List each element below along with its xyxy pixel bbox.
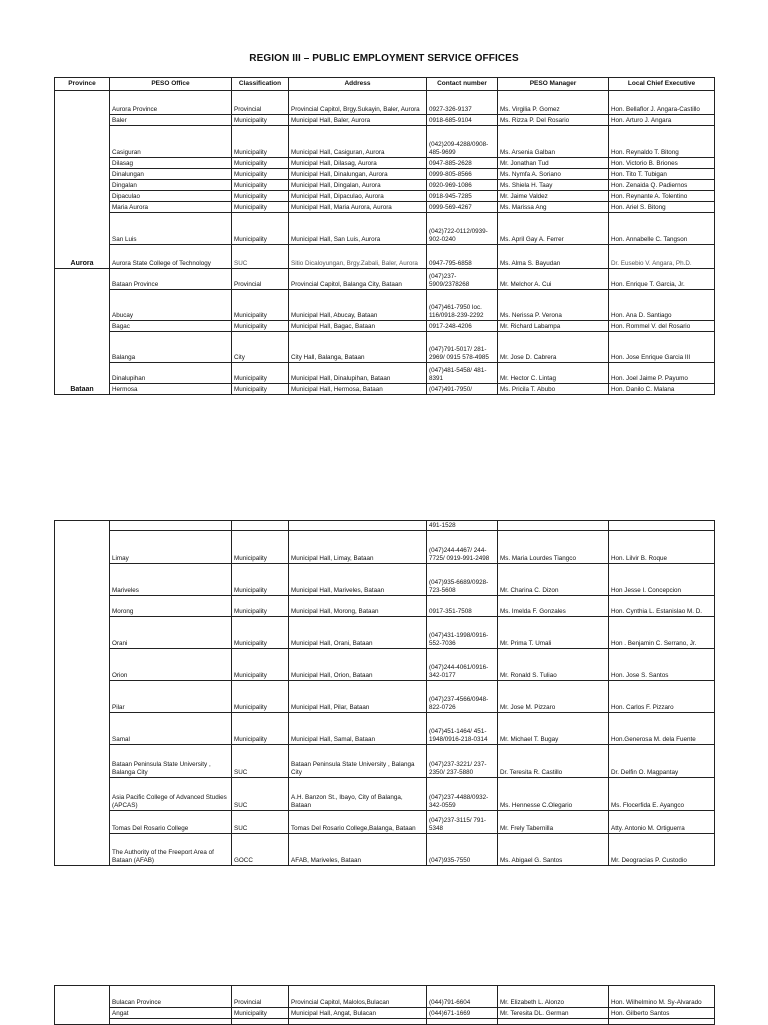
lce-cell: Hon. Enrique T. Garcia, Jr. <box>609 269 715 290</box>
manager-cell: Mr. Teresita DL. German <box>498 1008 609 1019</box>
classification-cell: Municipality <box>232 713 289 745</box>
address-cell: Municipal Hall, Dinalungan, Aurora <box>289 169 427 180</box>
contact-cell: (047)431-1998/0916-552-7036 <box>427 617 498 649</box>
contact-cell: 0917-351-7508 <box>427 596 498 617</box>
address-cell: Municipal Hall, Pilar, Bataan <box>289 681 427 713</box>
lce-cell: Hon. Danilo C. Malana <box>609 384 715 395</box>
table-row <box>55 745 715 778</box>
office-cell: Dilasag <box>110 158 232 169</box>
address-cell: Sitio Dicaloyungan, Brgy.Zabali, Baler, Aurora <box>289 245 427 269</box>
address-cell: Municipal Hall, Dinalupihan, Bataan <box>289 363 427 384</box>
table-row <box>55 531 715 564</box>
lce-cell: Hon. Ariel S. Bitong <box>609 202 715 213</box>
office-cell: Tomas Del Rosario College <box>110 811 232 834</box>
classification-cell: City <box>232 332 289 363</box>
address-cell: Municipal Hall, Angat, Bulacan <box>289 1008 427 1019</box>
office-cell: Aurora Province <box>110 91 232 115</box>
manager-cell: Mr. Jose M. Pizzaro <box>498 681 609 713</box>
classification-cell: Municipality <box>232 290 289 321</box>
address-cell: Municipal Hall, Dingalan, Aurora <box>289 180 427 191</box>
province-cell-aurora: Aurora <box>55 91 110 269</box>
contact-cell: (047)935-6689/0928-723-5608 <box>427 564 498 596</box>
classification-cell: Municipality <box>232 321 289 332</box>
table-row <box>55 811 715 834</box>
manager-cell: Mr. Hector C. Lintag <box>498 363 609 384</box>
contact-cell: 0999-569-4267 <box>427 202 498 213</box>
table-row <box>55 213 715 245</box>
manager-cell: Dr. Teresita R. Castillo <box>498 745 609 778</box>
table-row <box>55 521 715 531</box>
contact-cell: (047)237-3221/ 237-2350/ 237-5880 <box>427 745 498 778</box>
table-row <box>55 778 715 811</box>
address-cell: Municipal Hall, Mariveles, Bataan <box>289 564 427 596</box>
classification-cell: Municipality <box>232 191 289 202</box>
contact-cell: 0918-945-7285 <box>427 191 498 202</box>
lce-cell: Hon. Tito T. Tubigan <box>609 169 715 180</box>
contact-cell: (044)671-1669 <box>427 1008 498 1019</box>
office-cell: San Luis <box>110 213 232 245</box>
address-cell: Tomas Del Rosario College,Balanga, Bataan <box>289 811 427 834</box>
address-cell: AFAB, Mariveles, Bataan <box>289 834 427 866</box>
lce-cell: Hon. Bellaflor J. Angara-Castillo <box>609 91 715 115</box>
manager-cell: Ms. Virgilia P. Gomez <box>498 91 609 115</box>
table-row <box>55 91 715 115</box>
manager-cell: Mr. Elizabeth L. Alonzo <box>498 986 609 1008</box>
contact-cell: 0999-805-8566 <box>427 169 498 180</box>
classification-cell: Municipality <box>232 596 289 617</box>
address-cell: City Hall, Balanga, Bataan <box>289 332 427 363</box>
classification-cell: Municipality <box>232 384 289 395</box>
classification-cell: Municipality <box>232 617 289 649</box>
table-row <box>55 115 715 126</box>
table-row <box>55 363 715 384</box>
lce-cell: Hon . Benjamin C. Serrano, Jr. <box>609 617 715 649</box>
office-cell: The Authority of the Freeport Area of Bataan (AFAB) <box>110 834 232 866</box>
classification-cell: Municipality <box>232 213 289 245</box>
lce-cell: Hon. Lilvir B. Roque <box>609 531 715 564</box>
manager-cell: Mr. Jonathan Tud <box>498 158 609 169</box>
contact-cell: 0918-685-9104 <box>427 115 498 126</box>
lce-cell: Dr. Eusebio V. Angara, Ph.D. <box>609 245 715 269</box>
lce-cell: Hon. Ana D. Santiago <box>609 290 715 321</box>
lce-cell: Hon. Joel Jaime P. Payumo <box>609 363 715 384</box>
peso-offices-table-bulacan <box>54 985 715 1025</box>
province-cell-empty <box>55 986 110 1025</box>
address-cell: Provincial Capitol, Brgy.Sukayin, Baler, Aurora <box>289 91 427 115</box>
office-cell: Angat <box>110 1008 232 1019</box>
table-row <box>55 269 715 290</box>
contact-cell: 0947-795-6858 <box>427 245 498 269</box>
lce-cell: Hon. Arturo J. Angara <box>609 115 715 126</box>
classification-cell: SUC <box>232 778 289 811</box>
manager-cell: Mr. Prima T. Umali <box>498 617 609 649</box>
col-header-address: Address <box>289 78 427 91</box>
document-title: REGION III – PUBLIC EMPLOYMENT SERVICE OFFICES <box>249 53 519 64</box>
manager-cell: Ms. Rizza P. Del Rosario <box>498 115 609 126</box>
classification-cell: Municipality <box>232 169 289 180</box>
address-cell: Municipal Hall, Hermosa, Bataan <box>289 384 427 395</box>
address-cell: Bataan Peninsula State University , Balanga City <box>289 745 427 778</box>
lce-cell: Hon. Wilhelmino M. Sy-Alvarado <box>609 986 715 1008</box>
contact-cell: 0927-326-9137 <box>427 91 498 115</box>
col-header-chief-executive: Local Chief Executive <box>609 78 715 91</box>
table-row <box>55 126 715 158</box>
address-cell: Municipal Hall, Abucay, Bataan <box>289 290 427 321</box>
classification-cell: Municipality <box>232 115 289 126</box>
lce-cell: Hon.Generosa M. dela Fuente <box>609 713 715 745</box>
col-header-classification: Classification <box>232 78 289 91</box>
address-cell: Municipal Hall, Samal, Bataan <box>289 713 427 745</box>
manager-cell: Ms. Maria Lourdes Tiangco <box>498 531 609 564</box>
contact-cell: 0947-885-2628 <box>427 158 498 169</box>
classification-cell: SUC <box>232 245 289 269</box>
col-header-manager: PESO Manager <box>498 78 609 91</box>
table-row <box>55 169 715 180</box>
classification-cell: Provincial <box>232 91 289 115</box>
office-cell: Dingalan <box>110 180 232 191</box>
table-row <box>55 321 715 332</box>
manager-cell: Mr. Jaime Valdez <box>498 191 609 202</box>
table-row <box>55 834 715 866</box>
office-cell: Mariveles <box>110 564 232 596</box>
office-cell: Hermosa <box>110 384 232 395</box>
address-cell: Municipal Hall, Orion, Bataan <box>289 649 427 681</box>
office-cell: Bataan Province <box>110 269 232 290</box>
lce-cell: Hon. Zenaida Q. Padiernos <box>609 180 715 191</box>
address-cell: Municipal Hall, Maria Aurora, Aurora <box>289 202 427 213</box>
lce-cell: Hon. Reynante A. Tolentino <box>609 191 715 202</box>
office-cell: Casiguran <box>110 126 232 158</box>
office-cell: Dipaculao <box>110 191 232 202</box>
office-cell: Bataan Peninsula State University , Balanga City <box>110 745 232 778</box>
office-cell: Baler <box>110 115 232 126</box>
manager-cell: Mr. Michael T. Bugay <box>498 713 609 745</box>
office-cell: Bagac <box>110 321 232 332</box>
province-cell-bataan: Bataan <box>55 269 110 395</box>
manager-cell: Mr. Charina C. Dizon <box>498 564 609 596</box>
classification-cell: Municipality <box>232 649 289 681</box>
table-row <box>55 649 715 681</box>
office-cell: Morong <box>110 596 232 617</box>
address-cell: Municipal Hall, San Luis, Aurora <box>289 213 427 245</box>
office-cell: Samal <box>110 713 232 745</box>
table-row <box>55 564 715 596</box>
manager-cell: Ms. Imelda F. Gonzales <box>498 596 609 617</box>
contact-cell: (044)791-6604 <box>427 986 498 1008</box>
table-row <box>55 681 715 713</box>
manager-cell: Ms. Hennesse C.Olegario <box>498 778 609 811</box>
manager-cell: Mr. Melchor A. Cui <box>498 269 609 290</box>
lce-cell: Hon. Carlos F. Pizzaro <box>609 681 715 713</box>
table-row <box>55 1008 715 1019</box>
lce-cell: Ms. Flocerfida E. Ayangco <box>609 778 715 811</box>
contact-cell: (047)481-5458/ 481-8391 <box>427 363 498 384</box>
office-cell <box>110 521 232 531</box>
table-row <box>55 986 715 1008</box>
manager-cell: Mr. Jose D. Cabrera <box>498 332 609 363</box>
manager-cell: Ms. Arsenia Galban <box>498 126 609 158</box>
contact-cell: 0920-969-1086 <box>427 180 498 191</box>
office-cell: Aurora State College of Technology <box>110 245 232 269</box>
manager-cell: Mr. Richard Labampa <box>498 321 609 332</box>
office-cell: Balanga <box>110 332 232 363</box>
lce-cell: Hon. Jose S. Santos <box>609 649 715 681</box>
classification-cell: Municipality <box>232 180 289 191</box>
contact-cell: (047)237-4566/0948-822-0726 <box>427 681 498 713</box>
table-row <box>55 245 715 269</box>
contact-cell: (047)451-1464/ 451-1948/0916-218-0314 <box>427 713 498 745</box>
table-row <box>55 617 715 649</box>
lce-cell: Hon. Annabelle C. Tangson <box>609 213 715 245</box>
manager-cell: Mr. Frely Tabernilla <box>498 811 609 834</box>
contact-cell: (047)237-3115/ 791-5348 <box>427 811 498 834</box>
peso-offices-table-aurora-bataan <box>54 77 715 395</box>
table-row <box>55 180 715 191</box>
lce-cell: Hon Jesse I. Concepcion <box>609 564 715 596</box>
address-cell <box>289 521 427 531</box>
address-cell: A.H. Banzon St., Ibayo, City of Balanga, Bataan <box>289 778 427 811</box>
address-cell: Municipal Hall, Orani, Bataan <box>289 617 427 649</box>
contact-cell: (047)461-7950 loc. 116/0918-239-2292 <box>427 290 498 321</box>
col-header-peso-office: PESO Office <box>110 78 232 91</box>
classification-cell: Municipality <box>232 531 289 564</box>
classification-cell: SUC <box>232 811 289 834</box>
manager-cell: Ms. Shiela H. Taay <box>498 180 609 191</box>
contact-cell: 0917-248-4206 <box>427 321 498 332</box>
address-cell: Municipal Hall, Bagac, Bataan <box>289 321 427 332</box>
address-cell: Municipal Hall, Dilasag, Aurora <box>289 158 427 169</box>
address-cell: Municipal Hall, Limay, Bataan <box>289 531 427 564</box>
office-cell: Orani <box>110 617 232 649</box>
classification-cell: Municipality <box>232 202 289 213</box>
manager-cell <box>498 521 609 531</box>
contact-cell: (047)244-4467/ 244-7725/ 0919-991-2498 <box>427 531 498 564</box>
contact-cell: (042)209-4288/0908-485-9699 <box>427 126 498 158</box>
table-row <box>55 290 715 321</box>
lce-cell: Hon. Jose Enrique Garcia III <box>609 332 715 363</box>
address-cell: Provincial Capitol, Malolos,Bulacan <box>289 986 427 1008</box>
lce-cell <box>609 521 715 531</box>
contact-cell: (047)491-7950/ <box>427 384 498 395</box>
lce-cell: Dr. Delfin O. Magpantay <box>609 745 715 778</box>
peso-offices-table-bataan-continued <box>54 520 715 866</box>
lce-cell: Hon. Reynaldo T. Bitong <box>609 126 715 158</box>
contact-cell: (047)237-5909/2378268 <box>427 269 498 290</box>
contact-cell: 491-1528 <box>427 521 498 531</box>
classification-cell: Provincial <box>232 986 289 1008</box>
contact-cell: (047)237-4488/0932-342-0559 <box>427 778 498 811</box>
office-cell: Limay <box>110 531 232 564</box>
classification-cell: SUC <box>232 745 289 778</box>
classification-cell: Municipality <box>232 681 289 713</box>
lce-cell: Hon. Rommel V. del Rosario <box>609 321 715 332</box>
table-header-row <box>55 78 715 91</box>
classification-cell: Provincial <box>232 269 289 290</box>
manager-cell: Ms. Nymfa A. Soriano <box>498 169 609 180</box>
manager-cell: Ms. Abigael G. Santos <box>498 834 609 866</box>
classification-cell: Municipality <box>232 363 289 384</box>
col-header-province: Province <box>55 78 110 91</box>
office-cell: Dinalupihan <box>110 363 232 384</box>
table-row <box>55 202 715 213</box>
manager-cell: Ms. Marissa Ang <box>498 202 609 213</box>
address-cell: Provincial Capitol, Balanga City, Bataan <box>289 269 427 290</box>
lce-cell: Hon. Gilberto Santos <box>609 1008 715 1019</box>
classification-cell: Municipality <box>232 158 289 169</box>
address-cell: Municipal Hall, Morong, Bataan <box>289 596 427 617</box>
classification-cell: GOCC <box>232 834 289 866</box>
office-cell: Bulacan Province <box>110 986 232 1008</box>
table-row <box>55 332 715 363</box>
lce-cell: Hon. Cynthia L. Estanislao M. D. <box>609 596 715 617</box>
table-row <box>55 191 715 202</box>
address-cell: Municipal Hall, Baler, Aurora <box>289 115 427 126</box>
table-row <box>55 596 715 617</box>
col-header-contact: Contact number <box>427 78 498 91</box>
office-cell: Abucay <box>110 290 232 321</box>
classification-cell: Municipality <box>232 564 289 596</box>
office-cell: Dinalungan <box>110 169 232 180</box>
contact-cell: (047)791-5017/ 281-2969/ 0915 578-4985 <box>427 332 498 363</box>
address-cell: Municipal Hall, Dipaculao, Aurora <box>289 191 427 202</box>
classification-cell <box>232 521 289 531</box>
office-cell: Pilar <box>110 681 232 713</box>
province-cell-empty <box>55 521 110 866</box>
address-cell: Municipal Hall, Casiguran, Aurora <box>289 126 427 158</box>
manager-cell: Ms. April Gay A. Ferrer <box>498 213 609 245</box>
office-cell: Orion <box>110 649 232 681</box>
classification-cell: Municipality <box>232 126 289 158</box>
manager-cell: Ms. Alma S. Bayudan <box>498 245 609 269</box>
contact-cell: (047)244-4061/0916-342-0177 <box>427 649 498 681</box>
lce-cell: Mr. Deogracias P. Custodio <box>609 834 715 866</box>
lce-cell: Hon. Victorio B. Briones <box>609 158 715 169</box>
manager-cell: Ms. Nerissa P. Verona <box>498 290 609 321</box>
classification-cell: Municipality <box>232 1008 289 1019</box>
manager-cell: Ms. Pricila T. Abubo <box>498 384 609 395</box>
lce-cell: Atty. Antonio M. Ortiguerra <box>609 811 715 834</box>
table-row <box>55 158 715 169</box>
manager-cell: Mr. Ronald S. Tuliao <box>498 649 609 681</box>
contact-cell: (042)722-0112/0939-902-0240 <box>427 213 498 245</box>
table-row <box>55 713 715 745</box>
contact-cell: (047)935-7550 <box>427 834 498 866</box>
office-cell: Asia Pacific College of Advanced Studies (APCAS) <box>110 778 232 811</box>
table-row <box>55 384 715 395</box>
office-cell: Maria Aurora <box>110 202 232 213</box>
